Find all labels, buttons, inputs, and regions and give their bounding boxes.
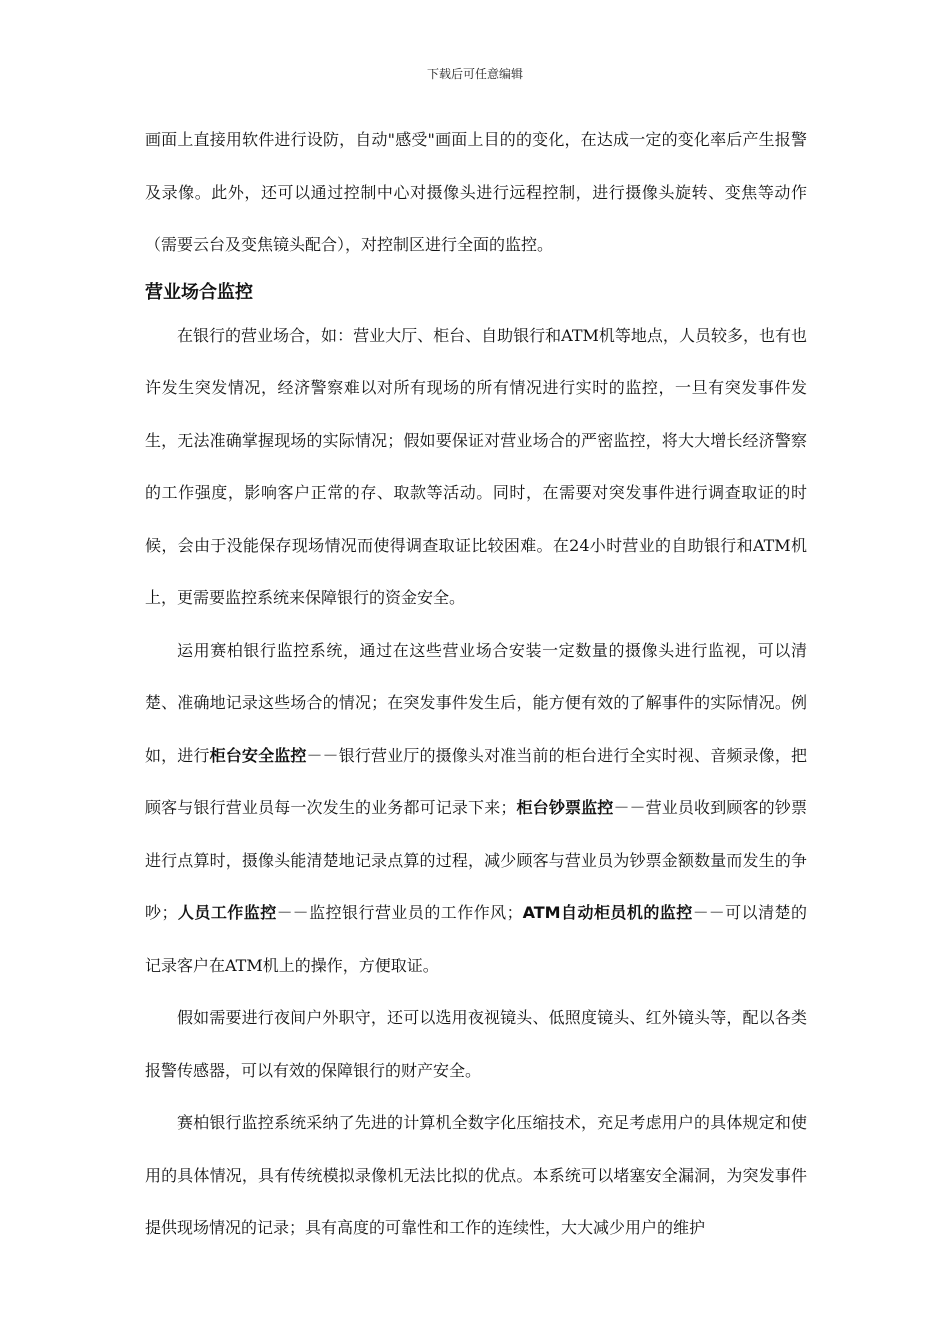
paragraph-monitoring-examples	[145, 625, 807, 993]
page-header: 下载后可任意编辑	[426, 67, 523, 81]
text-segment: －－可以清楚的记录客户在ATM机上的操作，方便取证。	[145, 903, 807, 975]
paragraph-business-venues: 在银行的营业场合，如：营业大厅、柜台、自助银行和ATM机等地点，人员较多，也有也许发生突发情况，经济警察难以对所有现场的所有情况进行实时的监控，一旦有突发事件发生，无法准确掌握现场的实际情况；假如要保证对营业场合的严密监控，将大大增长经济警察的工作强度，影响客户正常的存、取款等活动。同时，在需要对突发事件进行调查取证的时候，会由于没能保存现场情况而使得调查取证比较困难。在24小时营业的自助银行和ATM机上，更需要监控系统来保障银行的资金安全。	[145, 325, 807, 607]
text-segment: 运用赛柏银行监控系统，通过在这些营业场合安装一定数量的摄像头进行监视，可以清楚、准确地记录这些场合的情况；在突发事件发生后，能方便有效的了解事件的实际情况。例如，进行	[145, 640, 807, 765]
document-body	[145, 114, 807, 1255]
section-heading: 营业场合监控	[145, 281, 253, 303]
bold-term-counter-cash: 柜台钞票监控	[516, 798, 614, 817]
bold-term-atm-monitoring: ATM自动柜员机的监控	[522, 903, 693, 922]
paragraph-intro: 画面上直接用软件进行设防，自动"感受"画面上目的的变化，在达成一定的变化率后产生报警及录像。此外，还可以通过控制中心对摄像头进行远程控制，进行摄像头旋转、变焦等动作（需要云台及变焦镜头配合），对控制区进行全面的监控。	[145, 130, 807, 254]
text-segment: －－营业员收到顾客的钞票进行点算时，摄像头能清楚地记录点算的过程，减少顾客与营业员为钞票金额数量而发生的争吵；	[145, 798, 807, 922]
paragraph-night-duty: 假如需要进行夜间户外职守，还可以选用夜视镜头、低照度镜头、红外镜头等，配以各类报警传感器，可以有效的保障银行的财产安全。	[145, 1008, 807, 1080]
bold-term-counter-security: 柜台安全监控	[209, 745, 307, 765]
bold-term-staff-work: 人员工作监控	[177, 903, 277, 922]
text-segment: －－银行营业厅的摄像头对准当前的柜台进行全实时视、音频录像，把顾客与银行营业员每一次发生的业务都可记录下来；	[145, 745, 807, 817]
paragraph-system-advantages: 赛柏银行监控系统采纳了先进的计算机全数字化压缩技术，充足考虑用户的具体规定和使用的具体情况，具有传统模拟录像机无法比拟的优点。本系统可以堵塞安全漏洞，为突发事件提供现场情况的记录；具有高度的可靠性和工作的连续性，大大减少用户的维护	[145, 1113, 807, 1237]
text-segment: －－监控银行营业员的工作作风；	[276, 903, 523, 922]
